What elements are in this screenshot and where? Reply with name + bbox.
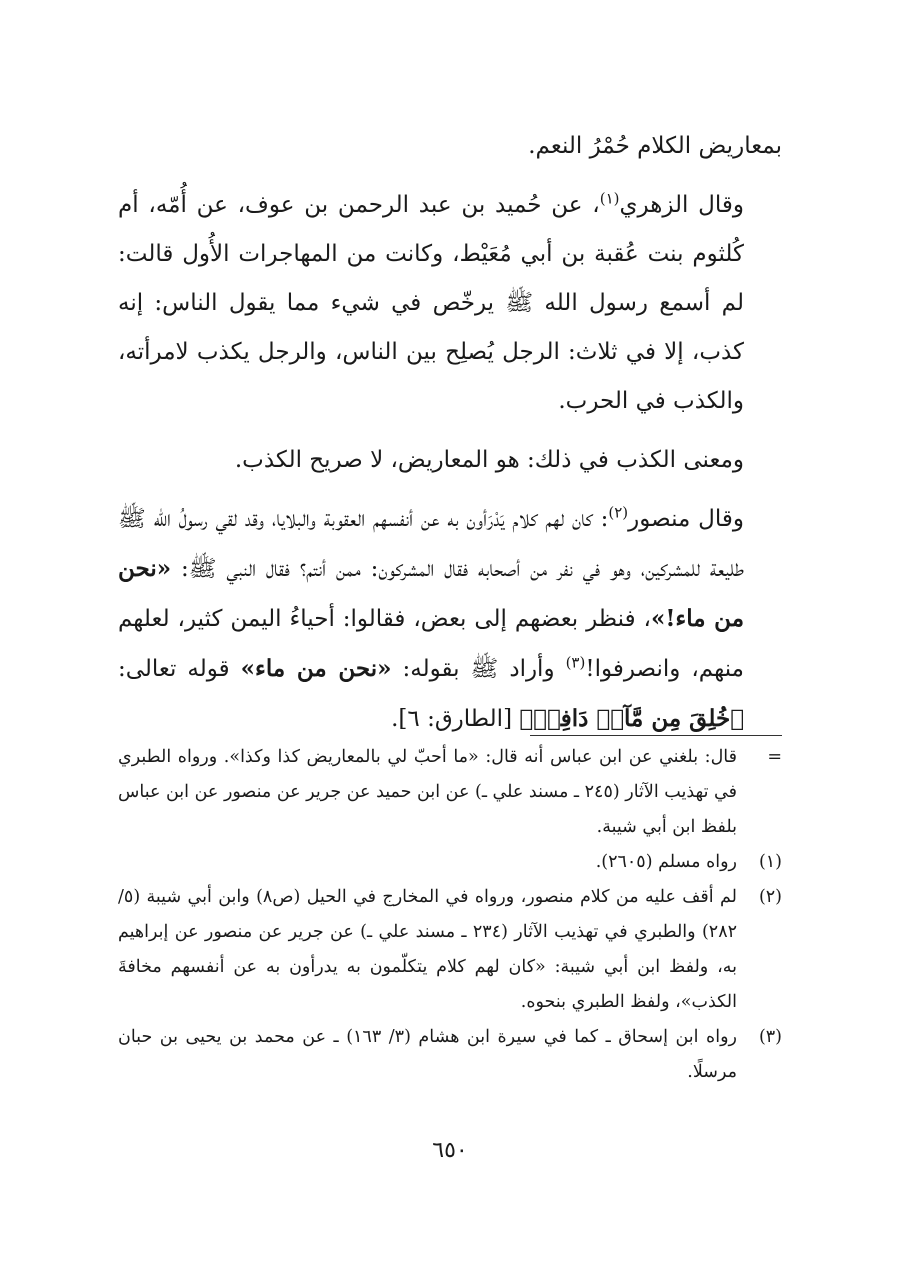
footnote-1 [118, 845, 782, 880]
footnote-continued [118, 740, 782, 845]
paragraph-3 [118, 436, 782, 485]
footnote-ref-2[interactable]: (٢) [608, 503, 629, 522]
footnote-text: رواه مسلم (٢٦٠٥). [595, 852, 737, 872]
footnote-text: رواه ابن إسحاق ـ كما في سيرة ابن هشام (٣/ ١٦٣) ـ عن محمد بن يحيى بن حبان مرسلًا. [118, 1027, 737, 1082]
paragraph-4-text-1: : كان لهم كلام يَدْرَأون به عن أنفسهم العقوبة والبلايا، وقد لقي رسولُ الله ﷺ طليعة للمشركين، وهو في نفر من أصحابه فقال المشركون: ممن أنتم؟ فقال النبي ﷺ: [118, 506, 744, 582]
quote-nahnu-min-ma: «نحن من ماء!» [118, 555, 745, 632]
paragraph-4-text-3: وأراد ﷺ بقوله: [391, 656, 566, 682]
paragraph-4 [118, 495, 782, 744]
paragraph-2-text: ، عن حُميد بن عبد الرحمن بن عوف، عن أُمّه، أم كُلثوم بنت عُقبة بن أبي مُعَيْط، وكانت من المهاجرات الأُول قالت: لم أسمع رسول الله ﷺ يرخّص في شيء مما يقول الناس: إنه كذب، إلا في ثلاث: الرجل يُصلِح بين الناس، والرجل يكذب لامرأته، والكذب في الحرب. [118, 192, 744, 414]
footnote-mark: (١) [758, 852, 782, 872]
footnote-text: قال: بلغني عن ابن عباس أنه قال: «ما أحبّ لي بالمعاريض كذا وكذا». ورواه الطبري في تهذيب الآثار (٢٤٥ ـ مسند علي ـ) عن ابن حميد عن جرير عن منصور عن ابن عباس بلفظ ابن أبي شيبة. [118, 747, 738, 837]
footnote-text: لم أقف عليه من كلام منصور، ورواه في المخارج في الحيل (ص٨) وابن أبي شيبة (٥/ ٢٨٢) والطبري في تهذيب الآثار (٢٣٤ ـ مسند علي ـ) عن جرير عن منصور عن إبراهيم به، ولفظ ابن أبي شيبة: «كان لهم كلام يتكلّمون به يدرأون به عن أنفسهم مخافةَ الكذب»، ولفظ الطبري بنحوه. [118, 887, 737, 1012]
paragraph-4-lead: وقال منصور [628, 506, 744, 532]
footnote-ref-1[interactable]: (١) [599, 189, 620, 208]
footnote-mark: (٣) [758, 1027, 782, 1047]
paragraph-4-text-2: ، فنظر بعضهم إلى بعض، فقالوا: أحياءُ اليمن كثير، لعلهم منهم، وانصرفوا! [118, 606, 744, 682]
footnote-ref-3[interactable]: (٣) [565, 653, 586, 672]
footnotes [118, 740, 782, 1090]
paragraph-3-text: ومعنى الكذب في ذلك: هو المعاريض، لا صريح الكذب. [234, 447, 744, 473]
footnote-mark: = [767, 747, 782, 767]
paragraph-2 [118, 181, 782, 426]
paragraph-1 [118, 122, 782, 171]
verse-citation: [الطارق: ٦]. [391, 706, 520, 732]
paragraph-4-text-4: قوله تعالى: [118, 656, 241, 682]
footnote-3 [118, 1020, 782, 1090]
footnote-mark: (٢) [758, 887, 782, 907]
paragraph-1-text: بمعاريض الكلام حُمْرُ النعم. [528, 133, 782, 159]
page-number: ٦٥٠ [432, 1138, 468, 1163]
quran-verse: ﴿خُلِقَ مِن مَّآءٖ دَافِقٖ﴾ [519, 705, 744, 732]
footnote-2 [118, 880, 782, 1020]
main-text [118, 122, 782, 754]
paragraph-2-lead: وقال الزهري [619, 192, 744, 218]
footnote-separator [530, 735, 782, 736]
quote-nahnu-min-ma-2: «نحن من ماء» [240, 655, 392, 682]
